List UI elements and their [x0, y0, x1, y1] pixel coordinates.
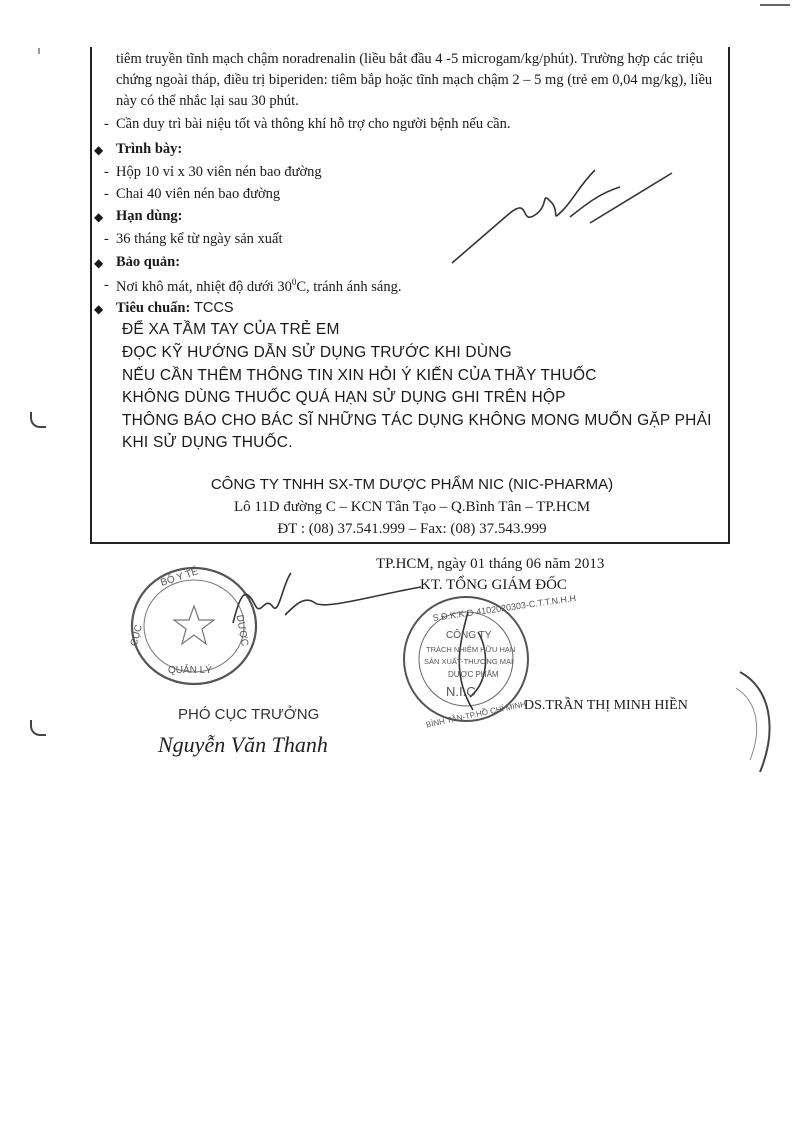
storage-degree-sup: 0 [291, 277, 297, 287]
insert-text-box [90, 47, 730, 544]
scan-mark-top [38, 48, 40, 54]
care-note-line: - Cần duy trì bài niệu tốt và thông khí hỗ trợ cho người bệnh nếu cần. [104, 116, 511, 132]
expiry-heading [94, 208, 183, 225]
presentation-heading [94, 141, 183, 158]
expiry-heading-text: Hạn dùng: [116, 208, 183, 224]
company-stamp-center-3: SẢN XUẤT-THƯƠNG MẠI [424, 657, 514, 666]
director-name: DS.TRẦN THỊ MINH HIỀN [524, 698, 688, 713]
edge-stamp-fragment [730, 668, 790, 778]
company-phone-fax: ĐT : (08) 37.541.999 – Fax: (08) 37.543.999 [277, 521, 547, 537]
presentation-heading-text: Trình bày: [116, 141, 183, 157]
date-line: TP.HCM, ngày 01 tháng 06 năm 2013 [376, 556, 605, 572]
warning-line: THÔNG BÁO CHO BÁC SĨ NHỮNG TÁC DỤNG KHÔNG MONG MUỐN GẶP PHẢI [122, 412, 712, 429]
presentation-item-text: Chai 40 viên nén bao đường [116, 186, 281, 202]
care-note-text: Cần duy trì bài niệu tốt và thông khí hỗ trợ cho người bệnh nếu cần. [116, 116, 511, 132]
storage-line: - Nơi khô mát, nhiệt độ dưới $30^0C$, tránh ánh sáng. [104, 277, 402, 295]
diamond-bullet-icon: ◆ [94, 143, 104, 157]
diamond-bullet-icon: ◆ [94, 302, 104, 316]
company-stamp-center-4: DƯỢC PHẨM [448, 670, 499, 679]
expiry-text: 36 tháng kể từ ngày sản xuất [116, 231, 283, 247]
expiry-line: - 36 tháng kể từ ngày sản xuất [104, 231, 283, 247]
initial-signature [440, 165, 680, 275]
warning-line: NẾU CẦN THÊM THÔNG TIN XIN HỎI Ý KIẾN CỦA THẦY THUỐC [122, 367, 597, 384]
storage-heading-text: Bảo quản: [116, 254, 181, 270]
warning-line: KHI SỬ DỤNG THUỐC. [122, 434, 293, 451]
diamond-bullet-icon: ◆ [94, 256, 104, 270]
storage-text: Nơi khô mát, nhiệt độ dưới 30 [116, 278, 292, 295]
storage-text-end: C, tránh ánh sáng. [296, 278, 402, 295]
overdose-treatment-paragraph: tiêm truyền tĩnh mạch chậm noradrenalin (liều bắt đầu 4 -5 microgam/kg/phút). Trường hợp các triệu chứng ngoài tháp, điều trị biperiden: tiêm bắp hoặc tĩnh mạch chậm 2 – 5 mg (trẻ em 0,04 mg/kg), liều này có thể nhắc lại sau 30 phút. [116, 51, 713, 109]
ministry-stamp-left-text: CỤC [128, 623, 145, 648]
company-stamp-center-1: CÔNG TY [446, 630, 492, 641]
ministry-stamp-top-text: BỘ Y TẾ [159, 566, 200, 589]
standard-heading-text: Tiêu chuẩn: [116, 300, 191, 316]
punch-hole-mark-2 [30, 720, 46, 736]
standard-heading [94, 300, 234, 317]
punch-hole-mark-1 [30, 412, 46, 428]
deputy-title: PHÓ CỤC TRƯỞNG [178, 706, 320, 723]
storage-heading [94, 254, 181, 271]
company-address: Lô 11D đường C – KCN Tân Tạo – Q.Bình Tân – TP.HCM [233, 499, 591, 515]
scan-mark-corner [760, 4, 790, 6]
ministry-stamp-right-text: DƯỢC [233, 614, 250, 647]
standard-value: TCCS [190, 300, 234, 316]
company-name: CÔNG TY TNHH SX-TM DƯỢC PHẨM NIC (NIC-PHARMA) [210, 476, 614, 493]
deputy-name-signature: Nguyễn Văn Thanh [158, 732, 328, 757]
presentation-item-text: Hộp 10 vỉ x 30 viên nén bao đường [116, 164, 322, 180]
deputy-signature [225, 565, 425, 635]
director-title: KT. TỔNG GIÁM ĐỐC [420, 577, 567, 593]
company-stamp-ring-bottom-text: BÌNH TÂN-TP.HỒ CHÍ MINH [425, 699, 527, 730]
diamond-bullet-icon: ◆ [94, 210, 104, 224]
company-stamp-center-5: N.I.C [446, 684, 476, 699]
company-stamp-ring-text: S.Đ.K.K.D-4102020303-C.T.T.N.H.H [432, 592, 577, 624]
presentation-item: - Chai 40 viên nén bao đường [104, 186, 281, 202]
warning-line: ĐỂ XA TẦM TAY CỦA TRẺ EM [122, 321, 340, 338]
warning-line: ĐỌC KỸ HƯỚNG DẪN SỬ DỤNG TRƯỚC KHI DÙNG [122, 344, 512, 361]
warning-line: KHÔNG DÙNG THUỐC QUÁ HẠN SỬ DỤNG GHI TRÊN HỘP [122, 389, 566, 406]
presentation-item: - Hộp 10 vỉ x 30 viên nén bao đường [104, 164, 322, 180]
ministry-stamp-bottom-text: QUẢN LÝ [168, 665, 212, 676]
company-stamp-center-2: TRÁCH NHIỆM HỮU HẠN [426, 645, 516, 654]
